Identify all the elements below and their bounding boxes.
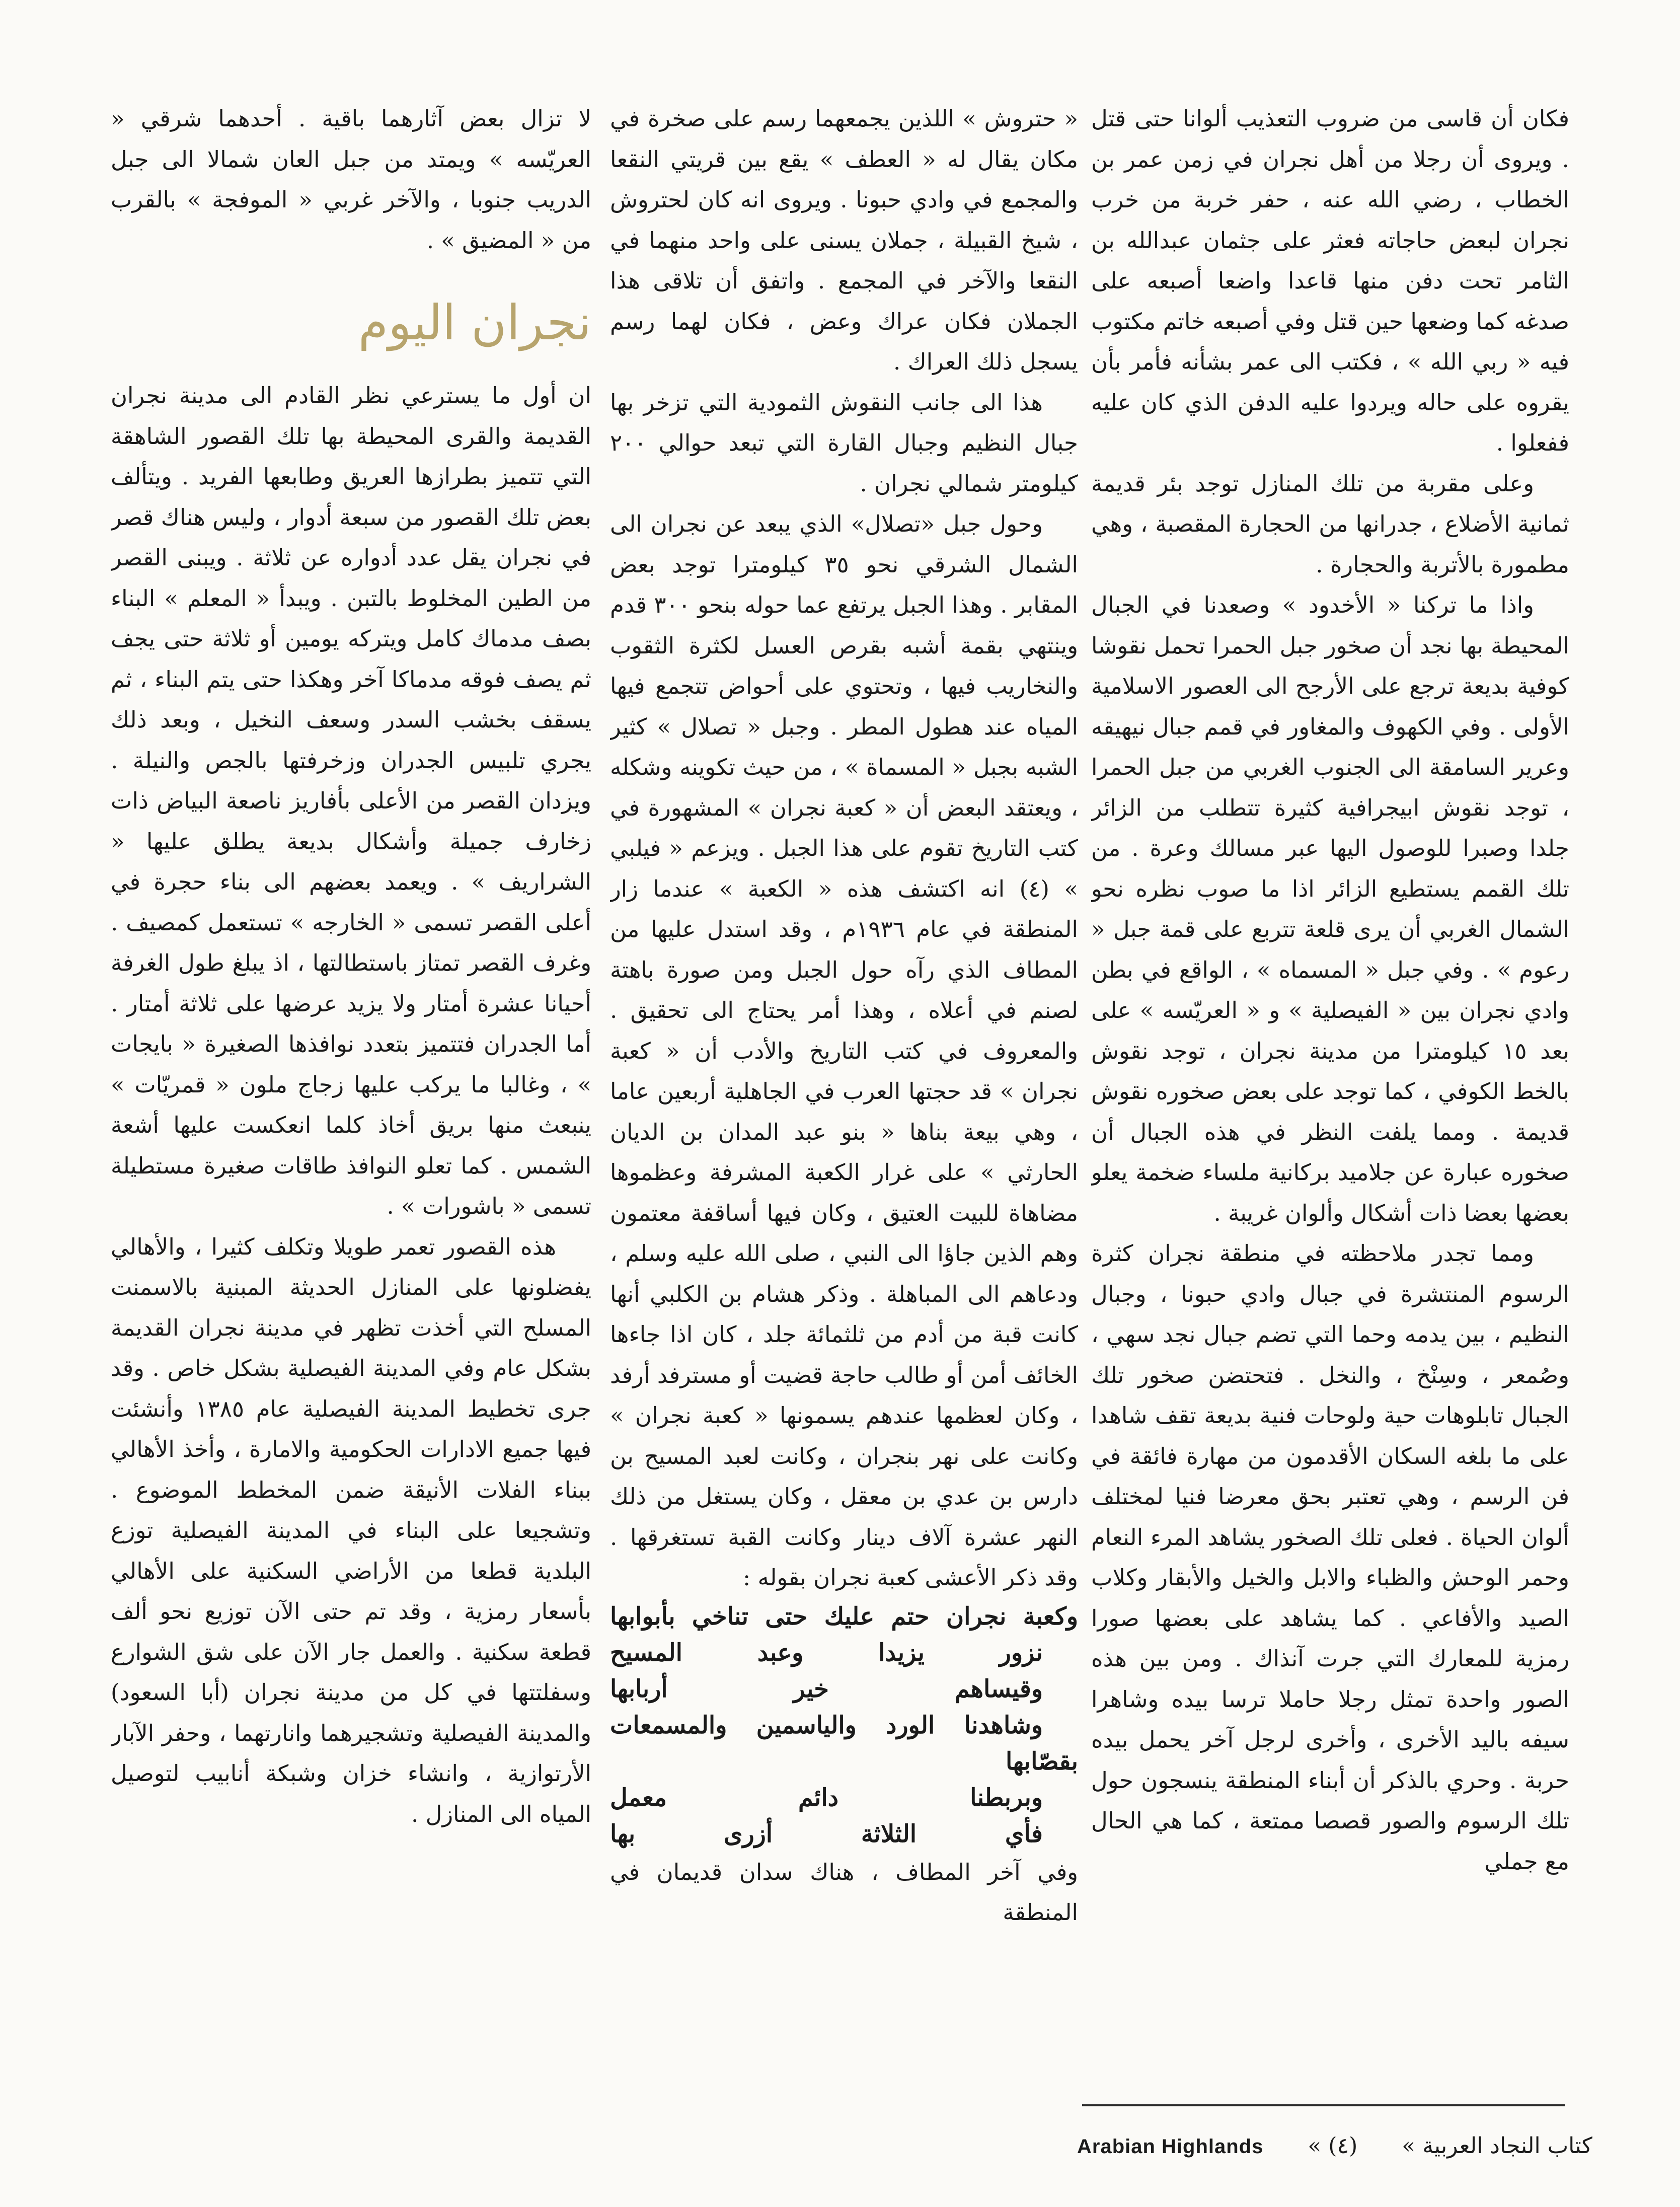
- article-column-middle: [610, 99, 1078, 2052]
- paragraph: ان أول ما يسترعي نظر القادم الى مدينة نجران القديمة والقرى المحيطة بها تلك القصور الشاهقة التي تتميز بطرازها العريق وطابعها الفريد . ويتألف بعض تلك القصور من سبعة أدوار ، وليس هناك قصر في نجران يقل عدد أدواره عن ثلاثة . ويبنى القصر من الطين المخلوط بالتبن . ويبدأ « المعلم » البناء بصف مدماك كامل ويتركه يومين أو ثلاثة حتى يجف ثم يصف فوقه مدماكا آخر وهكذا حتى يتم البناء ، ثم يسقف بخشب السدر وسعف النخيل ، وبعد ذلك يجري تلبيس الجدران وزخرفتها بالجص والنيلة . ويزدان القصر من الأعلى بأفاريز ناصعة البياض ذات زخارف جميلة وأشكال بديعة يطلق عليها « الشراريف » . ويعمد بعضهم الى بناء حجرة في أعلى القصر تسمى « الخارجه » تستعمل كمصيف . وغرف القصر تمتاز باستطالتها ، اذ يبلغ طول الغرفة أحيانا عشرة أمتار ولا يزيد عرضها على ثلاثة أمتار . أما الجدران فتتميز بتعدد نوافذها الصغيرة « بايجات » ، وغالبا ما يركب عليها زجاج ملون « قمريّات » ينبعث منها بريق أخاذ كلما انعكست عليها أشعة الشمس . كما تعلو النوافذ طاقات صغيرة مستطيلة تسمى « باشورات » .: [111, 382, 591, 1219]
- poem-verse: [610, 1598, 1078, 1852]
- footer-divider: [1082, 2104, 1565, 2106]
- verse-line: وكعبة نجران حتم عليك حتى تناخي بأبوابها: [610, 1602, 1078, 1631]
- verse-line: نزور يزيدا وعبد المسيح: [610, 1638, 1043, 1667]
- paragraph: وفي آخر المطاف ، هناك سدان قديمان في المنطقة: [610, 1858, 1078, 1926]
- footer-english-title: Arabian Highlands: [1077, 2136, 1264, 2158]
- paragraph: لا تزال بعض آثارهما باقية . أحدهما شرقي « العريّسه » ويمتد من جبل العان شمالا الى جبل الدريب جنوبا ، والآخر غربي « الموفجة » بالقرب من « المضيق » .: [111, 105, 591, 254]
- paragraph: واذا ما تركنا « الأخدود » وصعدنا في الجبال المحيطة بها نجد أن صخور جبل الحمرا تحمل نقوشا كوفية بديعة ترجع على الأرجح الى العصور الاسلامية الأولى . وفي الكهوف والمغاور في قمم جبال نيهيقه وعرير السامقة الى الجنوب الغربي من جبل الحمرا ، توجد نقوش ابيجرافية كثيرة تتطلب من الزائر جلدا وصبرا للوصول اليها عبر مسالك وعرة . من تلك القمم يستطيع الزائر اذا ما صوب نظره نحو الشمال الغربي أن يرى قلعة تتربع على قمة جبل « رعوم » . وفي جبل « المسماه » ، الواقع في بطن وادي نجران بين « الفيصلية » و « العريّسه » على بعد ١٥ كيلومترا من مدينة نجران ، توجد نقوش بالخط الكوفي ، كما توجد على بعض صخوره نقوش قديمة . ومما يلفت النظر في هذه الجبال أن صخوره عبارة عن جلاميد بركانية ملساء ضخمة يعلو بعضها بعضا ذات أشكال وألوان غريبة .: [1091, 592, 1569, 1226]
- paragraph: وعلى مقربة من تلك المنازل توجد بئر قديمة ثمانية الأضلاع ، جدرانها من الحجارة المقصبة ، وهي مطمورة بالأتربة والحجارة .: [1091, 470, 1569, 578]
- paragraph: وحول جبل «تصلال» الذي يبعد عن نجران الى الشمال الشرقي نحو ٣٥ كيلومترا توجد بعض المقابر . وهذا الجبل يرتفع عما حوله بنحو ٣٠٠ قدم وينتهي بقمة أشبه بقرص العسل لكثرة الثقوب والنخاريب فيها ، وتحتوي على أحواض تتجمع فيها المياه عند هطول المطر . وجبل « تصلال » كثير الشبه بجبل « المسماة » ، من حيث تكوينه وشكله ، ويعتقد البعض أن « كعبة نجران » المشهورة في كتب التاريخ تقوم على هذا الجبل . ويزعم « فيلبي » (٤) انه اكتشف هذه « الكعبة » عندما زار المنطقة في عام ١٩٣٦م ، وقد استدل عليها من المطاف الذي رآه حول الجبل ومن صورة باهتة لصنم في أعلاه ، وهذا أمر يحتاج الى تحقيق . والمعروف في كتب التاريخ والأدب أن « كعبة نجران » قد حجتها العرب في الجاهلية أربعين عاما ، وهي بيعة بناها « بنو عبد المدان بن الديان الحارثي » على غرار الكعبة المشرفة وعظموها مضاهاة للبيت العتيق ، وكان فيها أساقفة معتمون وهم الذين جاؤا الى النبي ، صلى الله عليه وسلم ، ودعاهم الى المباهلة . وذكر هشام بن الكلبي أنها كانت قبة من أدم من ثلثمائة جلد ، كان اذا جاءها الخائف أمن أو طالب حاجة قضيت أو مسترفد أرفد ، وكان لعظمها عندهم يسمونها « كعبة نجران » وكانت على نهر بنجران ، وكانت لعبد المسيح بن دارس بن عدي بن معقل ، وكان يستغل من ذلك النهر عشرة آلاف دينار وكانت القبة تستغرقها . وقد ذكر الأعشى كعبة نجران بقوله :: [610, 510, 1078, 1591]
- article-column-left: [111, 99, 591, 2052]
- paragraph: فكان أن قاسى من ضروب التعذيب ألوانا حتى قتل . ويروى أن رجلا من أهل نجران في زمن عمر بن الخطاب ، رضي الله عنه ، حفر خربة من خرب نجران لبعض حاجاته فعثر على جثمان عبدالله بن الثامر تحت دفن منها قاعدا واضعا أصبعه على صدغه كما وضعها حين قتل وفي أصبعه خاتم مكتوب فيه « ربي الله » ، فكتب الى عمر بشأنه فأمر بأن يقروه على حاله ويردوا عليه الدفن الذي كان عليه ففعلوا .: [1091, 105, 1569, 456]
- paragraph: « حتروش » اللذين يجمعهما رسم على صخرة في مكان يقال له « العطف » يقع بين قريتي النقعا والمجمع في وادي حبونا . ويروى انه كان لحتروش ، شيخ القبيلة ، جملان يسنى على واحد منهما في النقعا والآخر في المجمع . واتفق أن تلاقى هذا الجملان فكان عراك وعض ، فكان لهما رسم يسجل ذلك العراك .: [610, 105, 1078, 375]
- verse-line: فأي الثلاثة أزرى بها: [610, 1819, 1043, 1848]
- page-number: (٤): [1328, 2133, 1358, 2159]
- paragraph: ومما تجدر ملاحظته في منطقة نجران كثرة الرسوم المنتشرة في جبال وادي حبونا ، وجبال النظيم ، بين يدمه وحما التي تضم جبال نجد سهي ، وصُمعر ، وسِنْخ ، والنخل . فتحتضن صخور تلك الجبال تابلوهات حية ولوحات فنية بديعة تقف شاهدا على ما بلغه السكان الأقدمون من مهارة فائقة في فن الرسم ، وهي تعتبر بحق معرضا فنيا لمختلف ألوان الحياة . فعلى تلك الصخور يشاهد المرء النعام وحمر الوحش والظباء والابل والخيل والأبقار وكلاب الصيد والأفاعي . كما يشاهد على بعضها صورا رمزية للمعارك التي جرت آنذاك . ومن بين هذه الصور واحدة تمثل رجلا حاملا ترسا بيده وشاهرا سيفه باليد الأخرى ، وأخرى لرجل آخر يحمل بيده حربة . وحري بالذكر أن أبناء المنطقة ينسجون حول تلك الرسوم والصور قصصا ممتعة ، كما هي الحال مع جملي: [1091, 1240, 1569, 1875]
- verse-line: وبربطنا دائم معمل: [610, 1783, 1043, 1812]
- verse-line: وقيساهم خير أربابها: [610, 1674, 1043, 1703]
- paragraph: هذا الى جانب النقوش الثمودية التي تزخر بها جبال النظيم وجبال القارة التي تبعد حوالي ٢٠٠ كيلومتر شمالي نجران .: [610, 389, 1078, 497]
- article-column-right: [1091, 99, 1569, 2052]
- verse-line: وشاهدنا الورد والياسمين والمسمعات بقصّابها: [610, 1711, 1078, 1776]
- page-footer: [1077, 2128, 1592, 2164]
- footer-arabic-title: « كتاب النجاد العربية »: [1308, 2133, 1592, 2159]
- paragraph: هذه القصور تعمر طويلا وتكلف كثيرا ، والأهالي يفضلونها على المنازل الحديثة المبنية بالاسمنت المسلح التي أخذت تظهر في مدينة نجران القديمة بشكل عام وفي المدينة الفيصلية بشكل خاص . وقد جرى تخطيط المدينة الفيصلية عام ١٣٨٥ وأنشئت فيها جميع الادارات الحكومية والامارة ، وأخذ الأهالي ببناء الفلات الأنيقة ضمن المخطط الموضوع . وتشجيعا على البناء في المدينة الفيصلية توزع البلدية قطعا من الأراضي السكنية على الأهالي بأسعار رمزية ، وقد تم حتى الآن توزيع نحو ألف قطعة سكنية . والعمل جار الآن على شق الشوارع وسفلتتها في كل من مدينة نجران (أبا السعود) والمدينة الفيصلية وتشجيرهما وانارتهما ، وحفر الآبار الأرتوازية ، وانشاء خزان وشبكة أنابيب لتوصيل المياه الى المنازل .: [111, 1233, 591, 1827]
- section-heading: نجران اليوم: [358, 295, 591, 351]
